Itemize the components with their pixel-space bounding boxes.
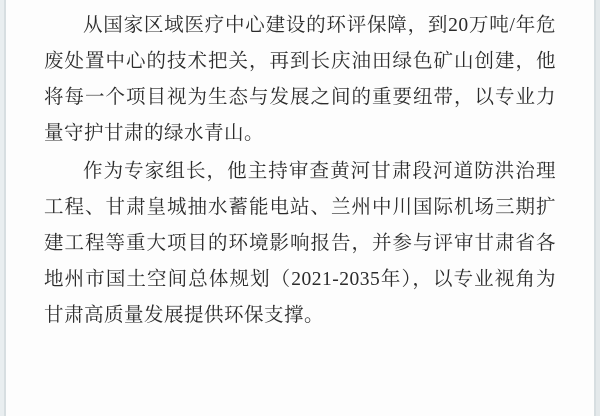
paragraph: 从国家区域医疗中心建设的环评保障，到20万吨/年危废处置中心的技术把关，再到长庆油田绿色矿山创建，他将每一个项目视为生态与发展之间的重要纽带，以专业力量守护甘肃的绿水青山。 (44, 15, 556, 144)
paragraph: 作为专家组长，他主持审查黄河甘肃段河道防洪治理工程、甘肃皇城抽水蓄能电站、兰州中川国际机场三期扩建工程等重大项目的环境影响报告，并参与评审甘肃省各地州市国土空间总体规划（2021-2035年），以专业视角为甘肃高质量发展提供环保支撑。 (44, 161, 556, 326)
right-edge-rail-line (594, 0, 596, 416)
article-body (44, 8, 556, 336)
left-edge-rail-line (4, 0, 6, 416)
